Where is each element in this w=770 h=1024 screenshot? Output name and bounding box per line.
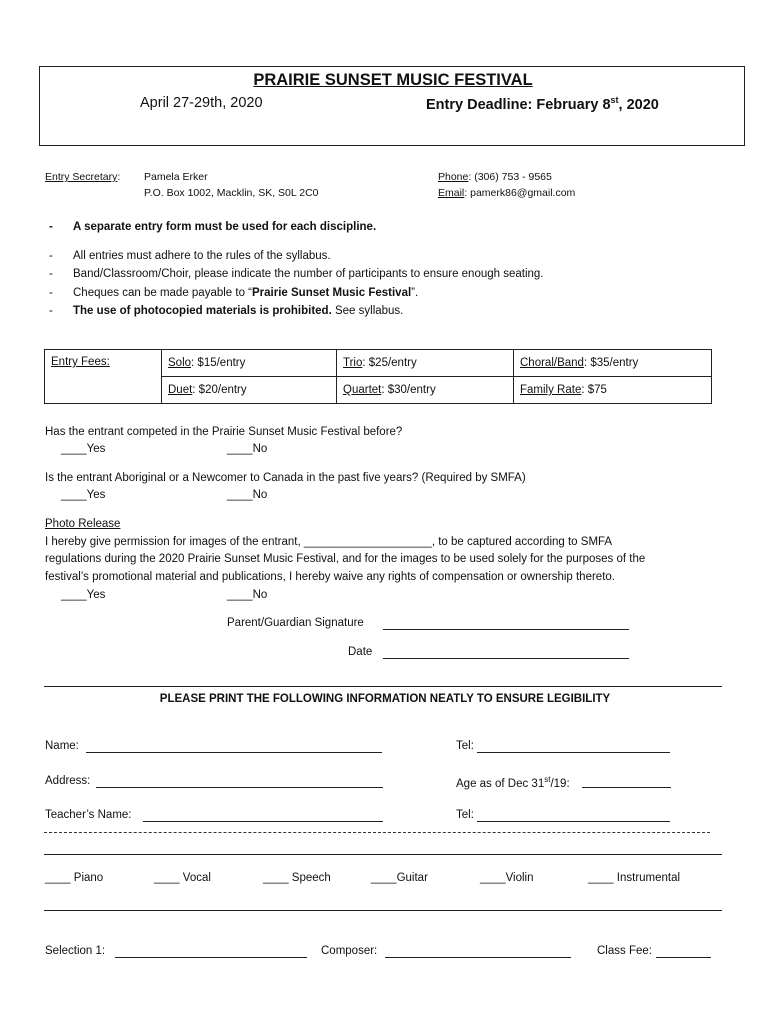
discipline-vocal[interactable]: ____ Vocal <box>154 872 211 884</box>
rule-separate-form: A separate entry form must be used for each discipline. <box>73 221 377 233</box>
secretary-phone: Phone: (306) 753 - 9565 <box>438 171 552 183</box>
tel-label: Tel: <box>456 740 474 752</box>
print-neatly-heading: PLEASE PRINT THE FOLLOWING INFORMATION NEATLY TO ENSURE LEGIBILITY <box>159 693 611 705</box>
rule-dash: - <box>49 268 53 280</box>
discipline-instrumental[interactable]: ____ Instrumental <box>588 872 681 884</box>
secretary-label: Entry Secretary: <box>45 171 121 183</box>
entry-deadline: Entry Deadline: February 8st, 2020 <box>426 95 659 113</box>
fee-family-rate: Family Rate: $75 <box>514 377 712 404</box>
composer-label: Composer: <box>321 945 378 957</box>
secretary-email[interactable]: Email: pamerk86@gmail.com <box>438 187 576 199</box>
photo-release-line-2: regulations during the 2020 Prairie Sunset Music Festival, and for the images to be used solely for the purposes of the <box>45 553 646 565</box>
question-aboriginal-newcomer: Is the entrant Aboriginal or a Newcomer to Canada in the past five years? (Required by SMFA) <box>45 472 526 484</box>
discipline-speech[interactable]: ____ Speech <box>263 872 331 884</box>
fees-label-cell: Entry Fees: <box>45 350 162 404</box>
table-row <box>45 350 712 377</box>
rule-dash: - <box>49 305 53 317</box>
photo-release-line-1: I hereby give permission for images of the entrant, ____________________, to be captured according to SMFA <box>45 536 613 548</box>
secretary-name: Pamela Erker <box>144 171 208 183</box>
age-field[interactable] <box>582 775 671 788</box>
header-box <box>39 66 745 146</box>
teacher-name-label: Teacher’s Name: <box>45 809 132 821</box>
festival-title: PRAIRIE SUNSET MUSIC FESTIVAL <box>253 71 533 89</box>
fee-quartet: Quartet: $30/entry <box>337 377 514 404</box>
selection-label: Selection 1: <box>45 945 106 957</box>
photo-no-blank[interactable]: ____No <box>227 589 268 601</box>
signature-label: Parent/Guardian Signature <box>227 617 364 629</box>
class-fee-label: Class Fee: <box>597 945 652 957</box>
secretary-address: P.O. Box 1002, Macklin, SK, S0L 2C0 <box>144 187 319 199</box>
divider <box>44 910 722 911</box>
teacher-tel-field[interactable] <box>477 809 670 822</box>
dashed-divider <box>44 832 710 833</box>
composer-field[interactable] <box>385 945 571 958</box>
teacher-name-field[interactable] <box>143 809 383 822</box>
divider <box>44 854 722 855</box>
fee-duet: Duet: $20/entry <box>162 377 337 404</box>
discipline-piano[interactable]: ____ Piano <box>45 872 104 884</box>
tel-field[interactable] <box>477 740 670 753</box>
festival-dates: April 27-29th, 2020 <box>140 95 263 111</box>
entry-fees-table <box>44 349 712 404</box>
rule-dash: - <box>49 221 53 233</box>
fee-solo: Solo: $15/entry <box>162 350 337 377</box>
date-field[interactable] <box>383 646 629 659</box>
age-label: Age as of Dec 31st/19: <box>456 775 570 790</box>
rule-dash: - <box>49 287 53 299</box>
rule-syllabus: All entries must adhere to the rules of the syllabus. <box>73 250 331 262</box>
aboriginal-no-blank[interactable]: ____No <box>227 489 268 501</box>
rule-participants: Band/Classroom/Choir, please indicate the number of participants to ensure enough seating. <box>73 268 544 280</box>
fee-trio: Trio: $25/entry <box>337 350 514 377</box>
name-label: Name: <box>45 740 79 752</box>
fee-choral-band: Choral/Band: $35/entry <box>514 350 712 377</box>
class-fee-field[interactable] <box>656 945 711 958</box>
competed-no-blank[interactable]: ____No <box>227 443 268 455</box>
aboriginal-yes-blank[interactable]: ____Yes <box>61 489 106 501</box>
entrant-name-blank[interactable]: ____________________ <box>303 536 432 548</box>
date-label: Date <box>348 646 373 658</box>
address-label: Address: <box>45 775 91 787</box>
discipline-violin[interactable]: ____Violin <box>480 872 534 884</box>
rule-cheques: Cheques can be made payable to “Prairie Sunset Music Festival”. <box>73 287 419 299</box>
rule-dash: - <box>49 250 53 262</box>
address-field[interactable] <box>96 775 383 788</box>
teacher-tel-label: Tel: <box>456 809 474 821</box>
photo-yes-blank[interactable]: ____Yes <box>61 589 106 601</box>
selection-field[interactable] <box>115 945 307 958</box>
question-competed-before: Has the entrant competed in the Prairie Sunset Music Festival before? <box>45 426 403 438</box>
divider <box>44 686 722 687</box>
name-field[interactable] <box>86 740 382 753</box>
signature-field[interactable] <box>383 617 629 630</box>
photo-release-heading: Photo Release <box>45 518 121 530</box>
competed-yes-blank[interactable]: ____Yes <box>61 443 106 455</box>
photo-release-line-3: festival’s promotional material and publications, I hereby waive any rights of compensation or ownership thereto. <box>45 571 615 583</box>
rule-photocopies: The use of photocopied materials is prohibited. See syllabus. <box>73 305 404 317</box>
discipline-guitar[interactable]: ____Guitar <box>371 872 428 884</box>
